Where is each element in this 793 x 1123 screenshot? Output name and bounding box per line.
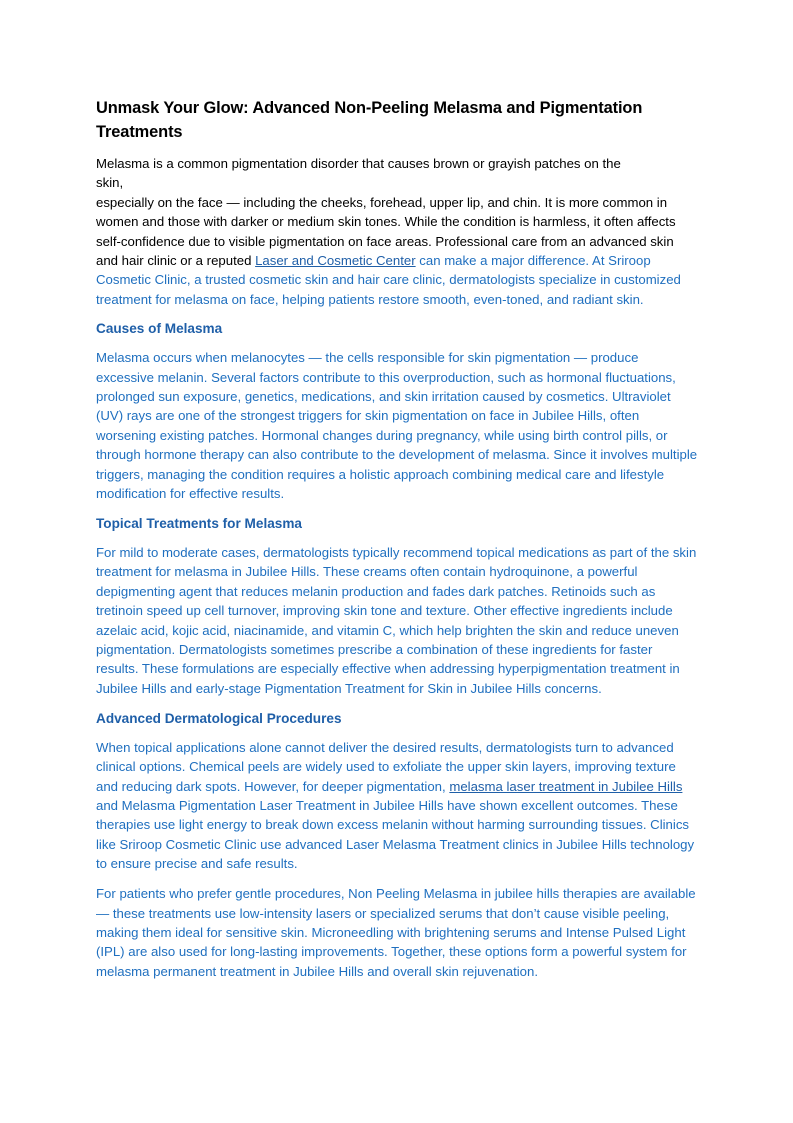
laser-cosmetic-center-link[interactable]: Laser and Cosmetic Center [255,253,416,269]
intro-text: especially on the face — including the cheeks, forehead, upper lip, and chin. It is more common in women and those with darker or medium skin tones. While the condition is harmless, it often affects self-confidence due to visible pigmentation on face areas. Professional care from an advanced skin and hair clinic or a reputed [96,194,676,269]
section-heading-advanced: Advanced Dermatological Procedures [96,710,342,726]
intro-text-continued: can make a major difference. At Sriroop Cosmetic Clinic, a trusted cosmetic skin and hair care clinic, dermatologists specialize in customized treatment for melasma on face, helping patients restore smooth, even-toned, and radiant skin. [96,253,681,307]
advanced-text-continued: and Melasma Pigmentation Laser Treatment in Jubilee Hills have shown excellent outcomes. These therapies use light energy to break down excess melanin without harming surrounding tissues. Clinics like Sriroop Cosmetic Clinic use advanced Laser Melasma Treatment clinics in Jubilee Hills technology to ensure precise and safe results. [96,797,695,872]
section-heading-topical: Topical Treatments for Melasma [96,516,302,531]
document-page [96,96,698,992]
intro-paragraph [96,154,698,309]
gentle-procedures-paragraph: For patients who prefer gentle procedures, Non Peeling Melasma in jubilee hills therapies are available — these treatments use low-intensity lasers or specialized serums that don’t cause visible peeling, making them ideal for sensitive skin. Microneedling with brightening serums and Intense Pulsed Light (IPL) are also used for long-lasting improvements. Together, these options form a powerful system for melasma permanent treatment in Jubilee Hills and overall skin rejuvenation. [96,886,696,979]
page-title: Unmask Your Glow: Advanced Non-Peeling Melasma and Pigmentation Treatments [96,99,643,141]
intro-first-line: Melasma is a common pigmentation disorder that causes brown or grayish patches on the skin, [96,156,621,191]
advanced-text: When topical applications alone cannot deliver the desired results, dermatologists turn to advanced clinical options. Chemical peels are widely used to exfoliate the upper skin layers, improving texture and reducing dark spots. However, for deeper pigmentation, [96,739,676,794]
melasma-laser-treatment-link[interactable]: melasma laser treatment in Jubilee Hills [449,778,683,794]
advanced-paragraph [96,738,698,874]
topical-paragraph: For mild to moderate cases, dermatologists typically recommend topical medications as part of the skin treatment for melasma in Jubilee Hills. These creams often contain hydroquinone, a powerful depigmenting agent that reduces melanin production and fades dark patches. Retinoids such as tretinoin speed up cell turnover, improving skin tone and texture. Other effective ingredients include azelaic acid, kojic acid, niacinamide, and vitamin C, which help brighten the skin and reduce uneven pigmentation. Dermatologists sometimes prescribe a combination of these ingredients for faster results. These formulations are especially effective when addressing hyperpigmentation treatment in Jubilee Hills and early-stage Pigmentation Treatment for Skin in Jubilee Hills concerns. [96,545,697,696]
causes-paragraph: Melasma occurs when melanocytes — the cells responsible for skin pigmentation — produce excessive melanin. Several factors contribute to this overproduction, such as hormonal fluctuations, prolonged sun exposure, genetics, medications, and skin irritation caused by cosmetics. Ultraviolet (UV) rays are one of the strongest triggers for skin pigmentation on face in Jubilee Hills, often worsening existing patches. Hormonal changes during pregnancy, while using birth control pills, or through hormone therapy can also contribute to the development of melasma. Since it involves multiple triggers, managing the condition requires a holistic approach combining medical care and lifestyle modification for effective results. [96,350,698,502]
section-heading-causes: Causes of Melasma [96,321,223,337]
